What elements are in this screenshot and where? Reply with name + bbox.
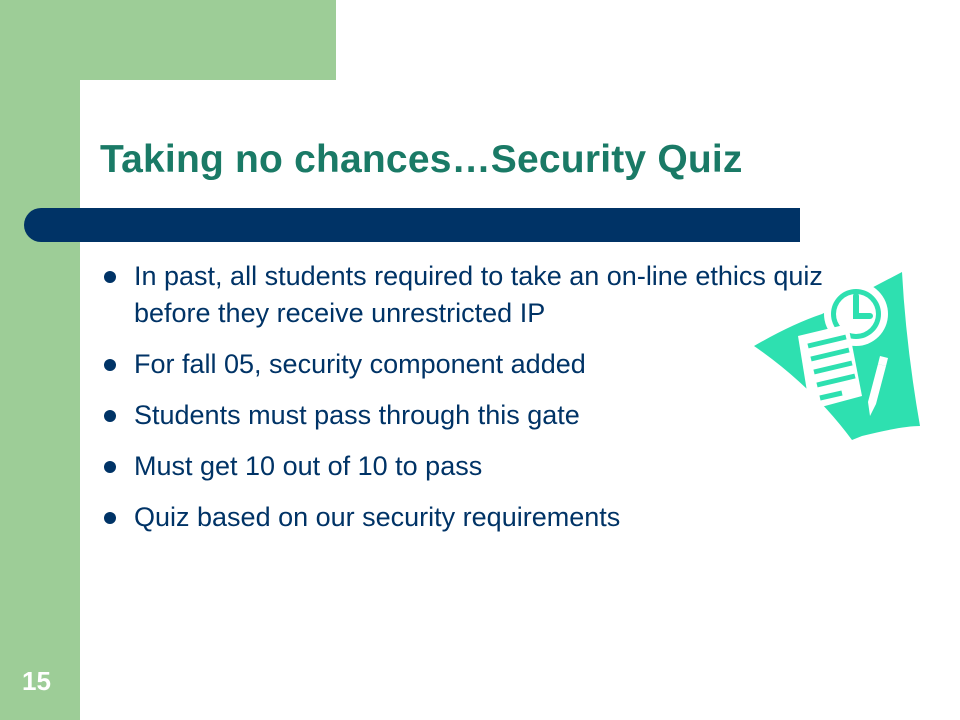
slide-title: Taking no chances…Security Quiz — [100, 138, 743, 181]
bullet-text: For fall 05, security component added — [134, 349, 586, 379]
bullet-item — [100, 258, 860, 332]
bullet-dot — [104, 271, 116, 283]
quiz-clipart — [752, 266, 922, 440]
bullet-text: Students must pass through this gate — [134, 400, 580, 430]
bullet-item — [100, 397, 860, 434]
bullet-list — [100, 258, 860, 536]
bullet-text: Quiz based on our security requirements — [134, 502, 621, 532]
bullet-dot — [104, 512, 116, 524]
bullet-dot — [104, 461, 116, 473]
bullet-text: In past, all students required to take an on-line ethics quiz before they receive unrestricted IP — [134, 261, 823, 328]
bullet-dot — [104, 359, 116, 371]
title-underline-bar — [24, 208, 800, 242]
bullet-item — [100, 499, 860, 536]
bullet-text: Must get 10 out of 10 to pass — [134, 451, 483, 481]
page-number: 15 — [22, 666, 51, 696]
sidebar-decoration — [0, 0, 80, 720]
title-underline-bar-cap — [792, 208, 800, 242]
top-decoration — [0, 0, 336, 80]
bullet-item — [100, 346, 860, 383]
bullet-item — [100, 448, 860, 485]
bullet-dot — [104, 410, 116, 422]
